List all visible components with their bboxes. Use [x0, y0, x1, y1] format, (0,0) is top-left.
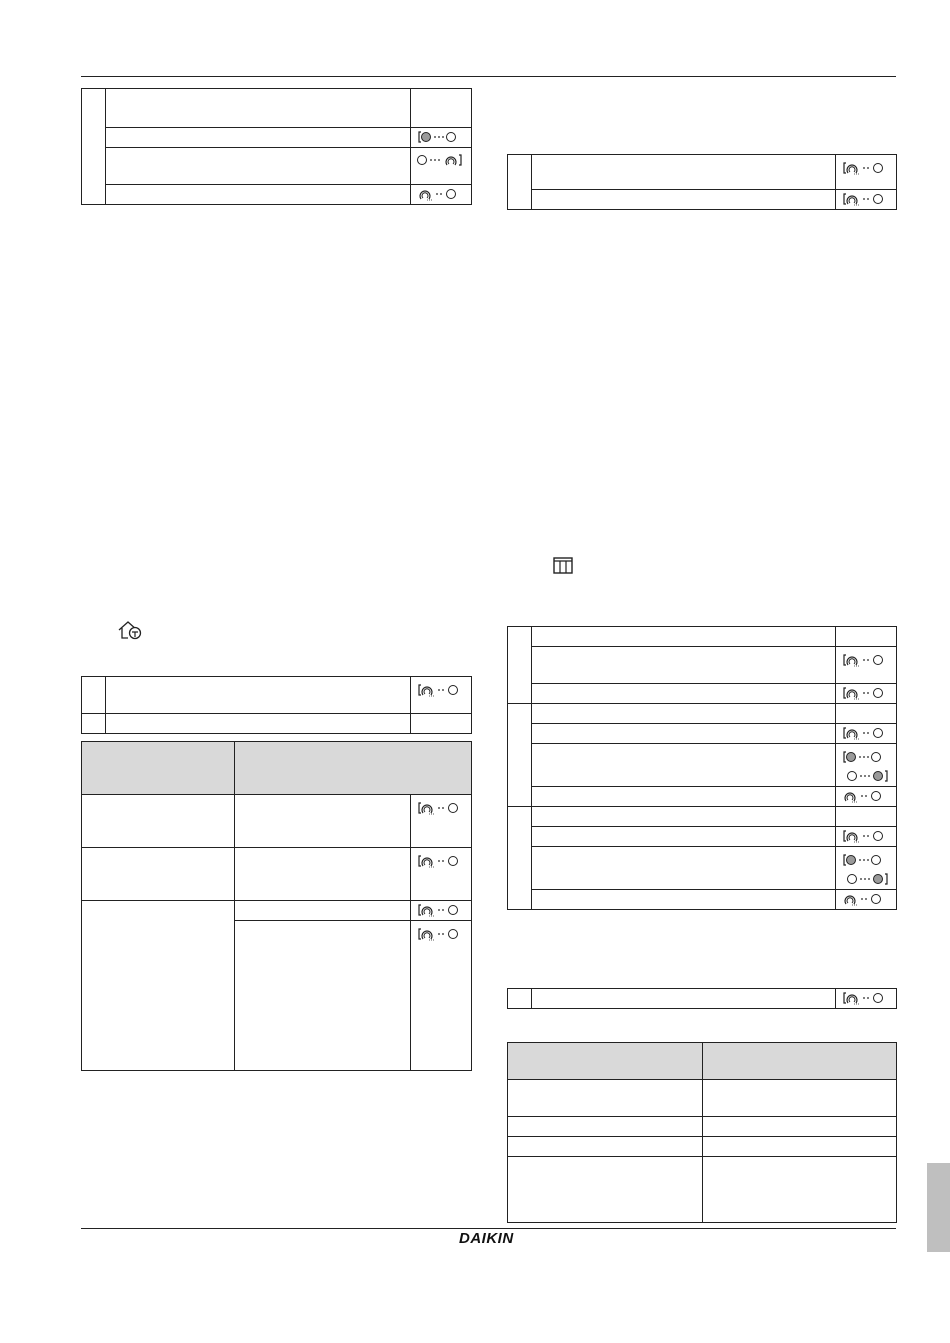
- daikin-logo: DAIKIN: [459, 1230, 514, 1247]
- table-row: [82, 795, 472, 848]
- table-row: [82, 677, 472, 714]
- table-cell: [508, 1157, 703, 1223]
- table-row: [508, 190, 897, 210]
- group-cell: [82, 714, 106, 734]
- table-cell: [703, 1080, 897, 1117]
- description-cell: [106, 89, 411, 128]
- table-row: [508, 787, 897, 807]
- led-on-off-icon: [843, 750, 889, 764]
- indicator-cell: [411, 795, 472, 848]
- group-cell: [508, 989, 532, 1009]
- group-cell: [508, 807, 532, 910]
- indicator-cell: [836, 744, 897, 787]
- dial-bracket-led-icon: [843, 829, 889, 843]
- table-cell: [508, 1080, 703, 1117]
- table-row: [508, 989, 897, 1009]
- header-row: [82, 742, 472, 795]
- header-cell: [235, 742, 472, 795]
- chapter-side-tab: [927, 1163, 950, 1252]
- description-cell: [106, 677, 411, 714]
- description-cell: [532, 989, 836, 1009]
- table-row: [508, 890, 897, 910]
- settings-table-3: [81, 676, 472, 734]
- header-cell: [703, 1043, 897, 1080]
- description-cell: [532, 847, 836, 890]
- dial-bracket-led-icon: [418, 801, 464, 815]
- table-cell: [508, 1117, 703, 1137]
- description-cell: [235, 901, 411, 921]
- indicator-cell: [836, 704, 897, 724]
- indicator-cell: [411, 901, 472, 921]
- group-cell: [508, 155, 532, 210]
- table-row: [508, 627, 897, 647]
- description-cell: [106, 148, 411, 185]
- indicator-cell: [836, 827, 897, 847]
- indicator-cell: [836, 627, 897, 647]
- led-off-dial-icon: [417, 153, 465, 169]
- led-off-on-icon: [843, 872, 889, 886]
- dial-bracket-led-icon: [418, 927, 464, 941]
- indicator-cell: [836, 647, 897, 684]
- home-thermostat-icon: [117, 620, 145, 640]
- settings-table-4: [81, 741, 472, 1071]
- description-cell: [106, 714, 411, 734]
- led-off-on-icon: [843, 769, 889, 783]
- led-on-off-icon: [843, 853, 889, 867]
- dial-bracket-led-icon: [843, 192, 889, 206]
- indicator-cell: [836, 787, 897, 807]
- table-row: [508, 1117, 897, 1137]
- table-row: [82, 185, 472, 205]
- indicator-cell: [411, 185, 472, 205]
- description-cell: [532, 724, 836, 744]
- table-row: [82, 714, 472, 734]
- description-cell: [532, 807, 836, 827]
- table-row: [82, 901, 472, 921]
- indicator-cell: [411, 921, 472, 1071]
- table-row: [82, 848, 472, 901]
- setting-cell: [82, 795, 235, 848]
- table-row: [508, 1080, 897, 1117]
- indicator-cell: [836, 155, 897, 190]
- table-cell: [508, 1137, 703, 1157]
- table-row: [508, 1137, 897, 1157]
- indicator-cell: [836, 989, 897, 1009]
- table-row: [508, 155, 897, 190]
- dial-led-icon: [843, 892, 889, 906]
- table-cell: [703, 1137, 897, 1157]
- footer-rule: [81, 1228, 896, 1229]
- group-cell: [82, 89, 106, 205]
- settings-table-1: [81, 88, 472, 205]
- description-cell: [235, 921, 411, 1071]
- indicator-cell: [836, 724, 897, 744]
- description-cell: [235, 848, 411, 901]
- settings-table-2: [507, 154, 897, 210]
- table-row: [82, 128, 472, 148]
- indicator-cell: [411, 89, 472, 128]
- dial-bracket-led-icon: [418, 683, 464, 697]
- indicator-cell: [411, 848, 472, 901]
- description-cell: [532, 627, 836, 647]
- table-row: [508, 704, 897, 724]
- settings-table-6: [507, 988, 897, 1009]
- description-cell: [532, 190, 836, 210]
- table-cell: [703, 1157, 897, 1223]
- dial-bracket-led-icon: [418, 903, 464, 917]
- dial-led-icon: [843, 789, 889, 803]
- indicator-cell: [836, 684, 897, 704]
- description-cell: [532, 155, 836, 190]
- description-cell: [532, 827, 836, 847]
- dial-bracket-led-icon: [843, 161, 889, 175]
- indoor-unit-icon: [553, 556, 573, 574]
- table-row: [82, 148, 472, 185]
- table-row: [508, 724, 897, 744]
- indicator-cell: [836, 847, 897, 890]
- indicator-cell: [411, 677, 472, 714]
- dial-led-icon: [418, 187, 464, 201]
- description-cell: [532, 890, 836, 910]
- description-cell: [532, 787, 836, 807]
- description-cell: [532, 684, 836, 704]
- table-row: [508, 684, 897, 704]
- table-row: [508, 847, 897, 890]
- dial-bracket-led-icon: [843, 991, 889, 1005]
- description-cell: [106, 185, 411, 205]
- indicator-cell: [836, 807, 897, 827]
- table-row: [508, 807, 897, 827]
- table-row: [82, 89, 472, 128]
- header-cell: [82, 742, 235, 795]
- header-row: [508, 1043, 897, 1080]
- header-cell: [508, 1043, 703, 1080]
- description-cell: [532, 647, 836, 684]
- description-cell: [106, 128, 411, 148]
- indicator-cell: [411, 714, 472, 734]
- description-cell: [532, 744, 836, 787]
- indicator-cell: [411, 128, 472, 148]
- table-row: [508, 647, 897, 684]
- header-rule: [81, 76, 896, 77]
- group-cell: [82, 677, 106, 714]
- group-cell: [508, 627, 532, 704]
- dial-bracket-led-icon: [843, 726, 889, 740]
- table-row: [508, 744, 897, 787]
- setting-cell: [82, 848, 235, 901]
- dial-bracket-led-icon: [843, 686, 889, 700]
- description-cell: [235, 795, 411, 848]
- settings-table-7: [507, 1042, 897, 1223]
- description-cell: [532, 704, 836, 724]
- dial-bracket-led-icon: [843, 653, 889, 667]
- table-cell: [703, 1117, 897, 1137]
- indicator-cell: [411, 148, 472, 185]
- group-cell: [508, 704, 532, 807]
- table-row: [508, 1157, 897, 1223]
- dial-bracket-led-icon: [418, 854, 464, 868]
- setting-cell: [82, 901, 235, 1071]
- table-row: [508, 827, 897, 847]
- indicator-cell: [836, 190, 897, 210]
- indicator-cell: [836, 890, 897, 910]
- settings-table-5: [507, 626, 897, 910]
- led-on-off-icon: [418, 130, 464, 144]
